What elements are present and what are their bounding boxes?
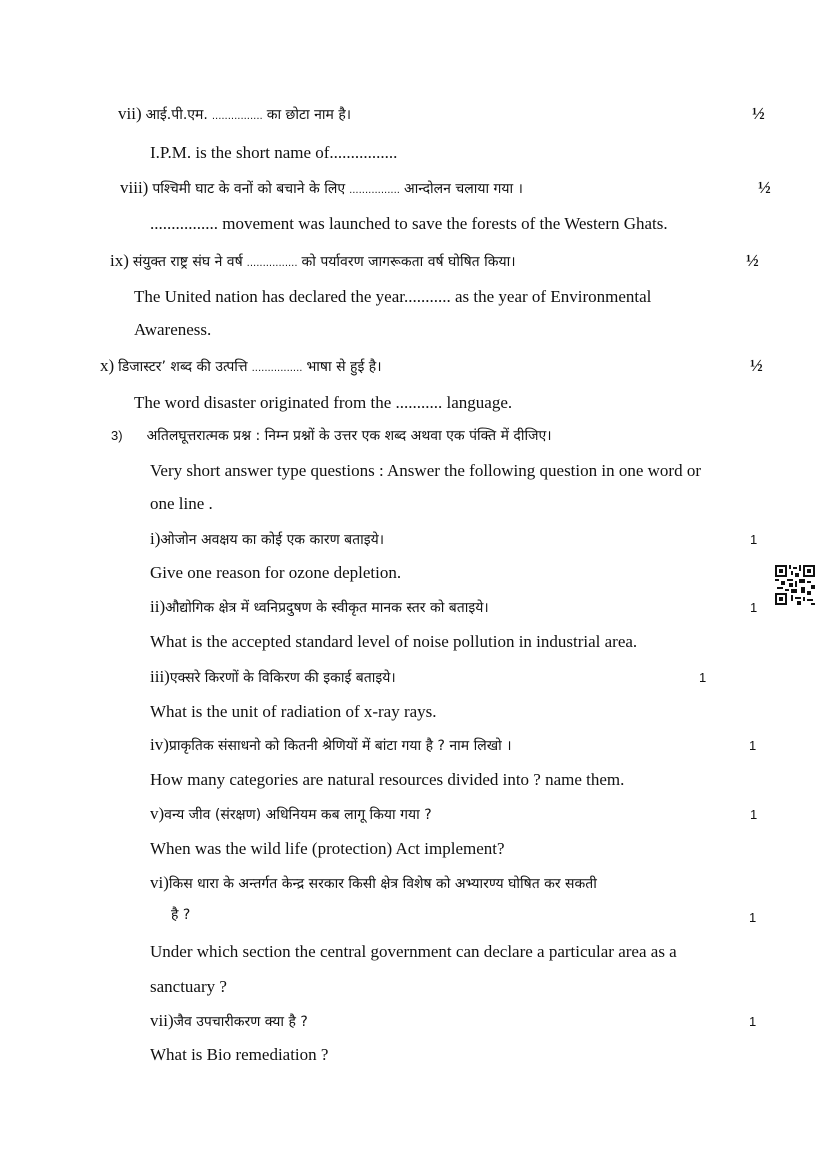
question-vii-short-english: What is Bio remediation ? — [150, 1045, 329, 1064]
question-viii-hindi — [120, 179, 523, 197]
marks-label: 1 — [749, 910, 757, 925]
blank-dots: ................ — [246, 258, 298, 269]
section-3-heading-english-line1: Very short answer type questions : Answer the following question in one word or — [150, 461, 701, 480]
question-number: viii) — [120, 178, 149, 197]
marks-label: ½ — [752, 104, 765, 123]
question-ix-hindi — [110, 252, 516, 270]
question-number: vi) — [150, 873, 169, 892]
question-text-before: डिजास्टर’ शब्द की उत्पत्ति — [118, 359, 248, 375]
question-text: औद्योगिक क्षेत्र में ध्वनिप्रदुषण के स्वीकृत मानक स्तर को बताइये। — [165, 600, 489, 616]
question-text-before: पश्चिमी घाट के वनों को बचाने के लिए — [152, 181, 346, 197]
question-vii-short-hindi — [150, 1012, 308, 1030]
section-3-heading-english-line2: one line . — [150, 494, 213, 513]
question-v-hindi — [150, 805, 432, 823]
question-viii-english: ................ movement was launched to save the forests of the Western Ghats. — [150, 214, 668, 233]
question-text: प्राकृतिक संसाधनो को कितनी श्रेणियों में बांटा गया है ? नाम लिखो । — [168, 738, 512, 754]
marks-label: 1 — [750, 532, 758, 547]
question-number: ii) — [150, 597, 166, 616]
question-text: किस धारा के अन्तर्गत केन्द्र सरकार किसी क्षेत्र विशेष को अभ्यारण्य घोषित कर सकती — [168, 876, 597, 892]
marks-label: 1 — [699, 670, 707, 685]
question-ix-english-line2: Awareness. — [134, 320, 212, 339]
question-text-after: का छोटा नाम है। — [266, 107, 352, 123]
question-v-english: When was the wild life (protection) Act implement? — [150, 839, 505, 858]
blank-dots: ................ — [349, 185, 400, 196]
question-number: vii) — [150, 1011, 174, 1030]
question-number: iii) — [150, 667, 170, 686]
marks-label: ½ — [758, 178, 771, 197]
marks-label: ½ — [746, 251, 759, 270]
question-text: जैव उपचारीकरण क्या है ? — [173, 1014, 308, 1030]
question-i-english: Give one reason for ozone depletion. — [150, 563, 402, 582]
question-text: एक्सरे किरणों के विकिरण की इकाई बताइये। — [169, 670, 396, 686]
question-text-after: भाषा से हुई है। — [306, 359, 382, 375]
question-ii-english: What is the accepted standard level of noise pollution in industrial area. — [150, 632, 638, 651]
question-iii-english: What is the unit of radiation of x-ray rays. — [150, 702, 437, 721]
question-iv-english: How many categories are natural resources divided into ? name them. — [150, 770, 625, 789]
section-3-heading-hindi — [111, 428, 552, 444]
marks-label: ½ — [750, 356, 763, 375]
marks-label: 1 — [749, 1014, 757, 1029]
marks-label: 1 — [750, 600, 758, 615]
question-vii-english: I.P.M. is the short name of................ — [150, 143, 398, 162]
blank-dots: ................ — [251, 363, 303, 374]
question-text-after: आन्दोलन चलाया गया । — [403, 181, 523, 197]
question-number: v) — [150, 804, 165, 823]
qr-code-icon — [775, 565, 815, 605]
section-heading-text: अतिलघूत्तरात्मक प्रश्न : निम्न प्रश्नों के उत्तर एक शब्द अथवा एक पंक्ति में दीजिए। — [146, 428, 552, 444]
question-iv-hindi — [150, 736, 512, 754]
question-number: vii) — [118, 104, 142, 123]
question-ix-english-line1: The United nation has declared the year........... as the year of Environmental — [134, 287, 652, 306]
question-ii-hindi — [150, 598, 489, 616]
question-text-before: आई.पी.एम. — [145, 107, 208, 123]
question-vi-hindi-line1 — [150, 874, 597, 892]
question-vi-english-line1: Under which section the central government can declare a particular area as a — [150, 942, 677, 961]
question-number: x) — [100, 356, 115, 375]
marks-label: 1 — [749, 738, 757, 753]
blank-dots: ................ — [211, 111, 263, 122]
question-vi-english-line2: sanctuary ? — [150, 977, 227, 996]
question-x-english: The word disaster originated from the ........... language. — [134, 393, 513, 412]
question-number: iv) — [150, 735, 169, 754]
question-i-hindi — [150, 530, 384, 548]
question-text-before: संयुक्त राष्ट्र संघ ने वर्ष — [132, 254, 243, 270]
question-vii-hindi — [118, 105, 351, 123]
question-iii-hindi — [150, 668, 396, 686]
question-text: वन्य जीव (संरक्षण) अधिनियम कब लागू किया गया ? — [164, 807, 432, 823]
question-text-after: को पर्यावरण जागरूकता वर्ष घोषित किया। — [301, 254, 516, 270]
question-text: ओजोन अवक्षय का कोई एक कारण बताइये। — [160, 532, 385, 548]
question-vi-hindi-line2: है ? — [171, 907, 191, 923]
marks-label: 1 — [750, 807, 758, 822]
section-number: 3) — [111, 428, 123, 443]
question-number: ix) — [110, 251, 129, 270]
question-x-hindi — [100, 357, 382, 375]
question-number: i) — [150, 529, 161, 548]
